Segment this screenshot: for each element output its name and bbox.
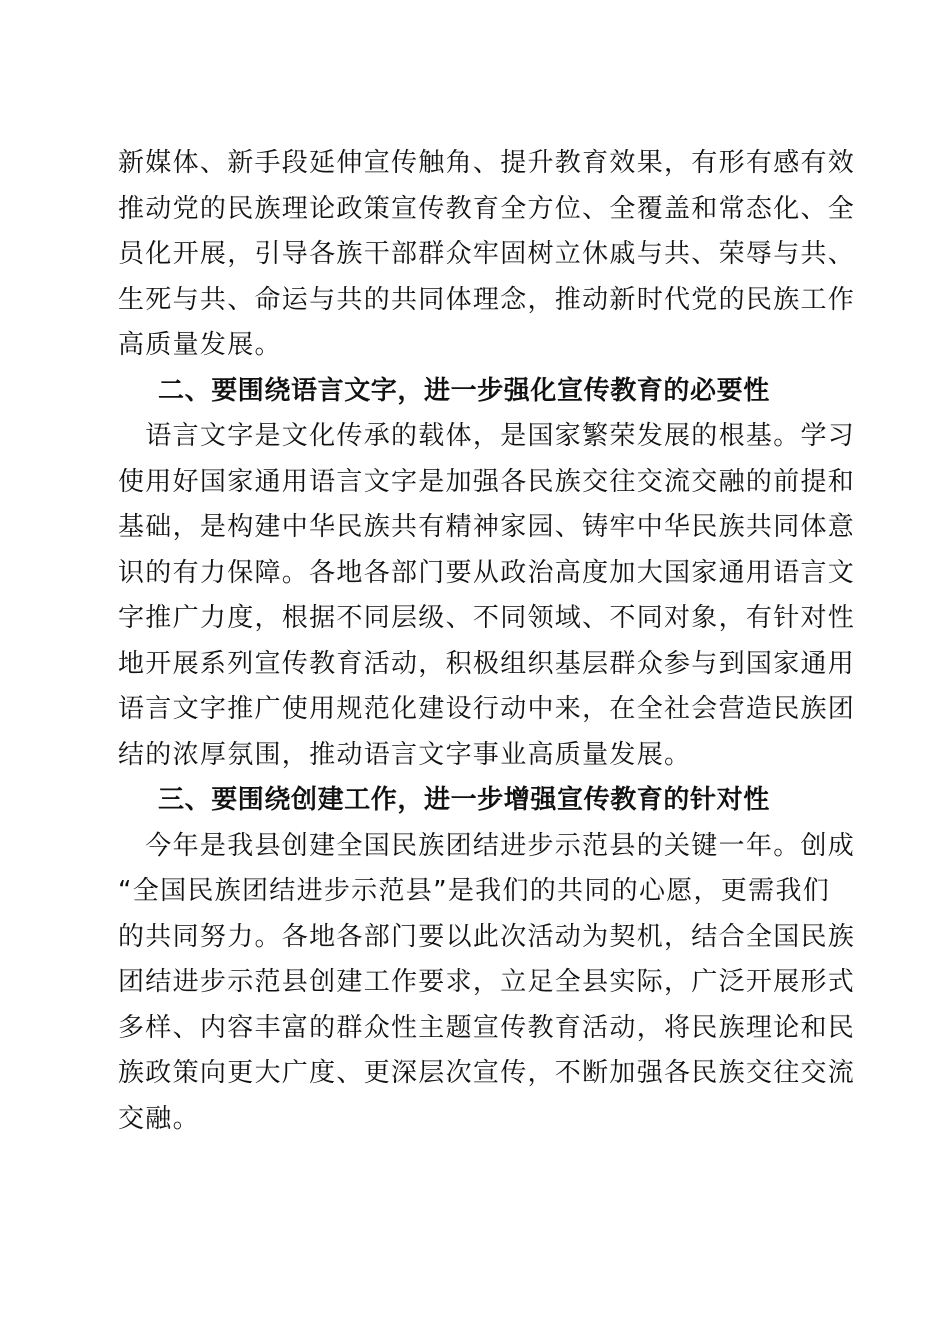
paragraph-1	[118, 141, 856, 369]
section-heading-3: 三、要围绕创建工作，进一步增强宣传教育的针对性	[158, 785, 770, 815]
paragraph-line: 推动党的民族理论政策宣传教育全方位、全覆盖和常态化、全	[118, 193, 856, 224]
paragraph-line: 交融。	[118, 1103, 200, 1134]
paragraph-line: 员化开展，引导各族干部群众牢固树立休戚与共、荣辱与共、	[118, 239, 856, 269]
section-heading-2: 二、要围绕语言文字，进一步强化宣传教育的必要性	[158, 375, 770, 406]
paragraph-line: 多样、内容丰富的群众性主题宣传教育活动，将民族理论和民	[118, 1012, 856, 1043]
paragraph-line: 结的浓厚氛围，推动语言文字事业高质量发展。	[118, 739, 692, 770]
paragraph-line: 团结进步示范县创建工作要求，立足全县实际，广泛开展形式	[118, 967, 856, 997]
paragraph-line: “全国民族团结进步示范县”是我们的共同的心愿，更需我们	[118, 876, 831, 906]
paragraph-line: 语言文字推广使用规范化建设行动中来，在全社会营造民族团	[118, 694, 856, 724]
paragraph-line: 高质量发展。	[118, 330, 282, 360]
paragraph-line: 使用好国家通用语言文字是加强各民族交往交流交融的前提和	[118, 466, 856, 497]
paragraph-line: 生死与共、命运与共的共同体理念，推动新时代党的民族工作	[118, 284, 856, 315]
paragraph-line: 族政策向更大广度、更深层次宣传，不断加强各民族交往交流	[118, 1058, 856, 1088]
paragraph-line: 新媒体、新手段延伸宣传触角、提升教育效果，有形有感有效	[118, 148, 856, 178]
paragraph-line: 的共同努力。各地各部门要以此次活动为契机，结合全国民族	[118, 921, 856, 952]
paragraph-line: 语言文字是文化传承的载体，是国家繁荣发展的根基。学习	[118, 421, 856, 451]
document-body	[118, 141, 856, 1142]
paragraph-line: 字推广力度，根据不同层级、不同领域、不同对象，有针对性	[118, 603, 856, 633]
paragraph-line: 识的有力保障。各地各部门要从政治高度加大国家通用语言文	[118, 557, 856, 588]
paragraph-line: 地开展系列宣传教育活动，积极组织基层群众参与到国家通用	[118, 648, 856, 679]
paragraph-line: 今年是我县创建全国民族团结进步示范县的关键一年。创成	[118, 830, 856, 861]
paragraph-2	[118, 414, 856, 778]
paragraph-line: 基础，是构建中华民族共有精神家园、铸牢中华民族共同体意	[118, 512, 856, 542]
paragraph-3	[118, 824, 856, 1143]
